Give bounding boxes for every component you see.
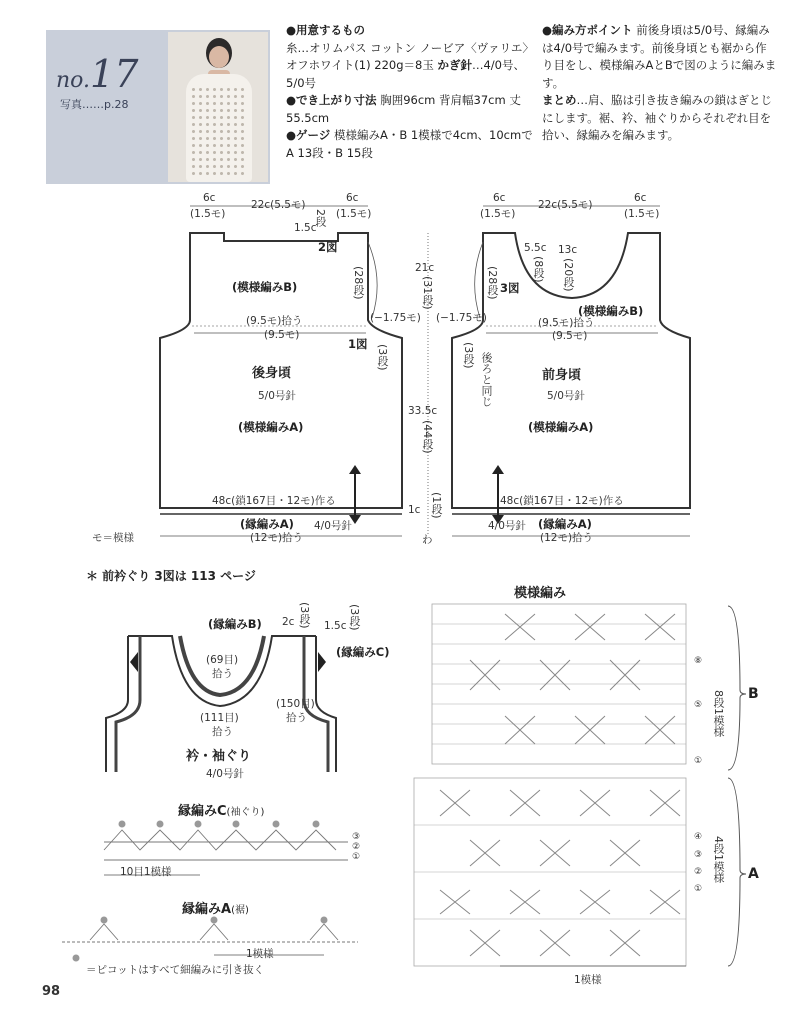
center-dec: (−1.75モ) (436, 312, 487, 324)
center-31dan: (31段) (421, 276, 434, 310)
pattern-a-row-4: ④ (694, 832, 703, 842)
back-pick-95: (9.5モ)拾う (246, 315, 303, 327)
collar-2c: 2c (282, 616, 295, 628)
back-22c: 22c(5.5モ) (251, 199, 306, 211)
pattern-a-label: 4段1模様 (712, 836, 725, 883)
collar-edge-c: (縁編みC) (336, 645, 390, 659)
edge-c-row-3: ③ (352, 832, 361, 842)
back-edge-a: (縁編みA) (240, 517, 294, 531)
collar-pick-150-b: 拾う (286, 712, 307, 724)
pattern-a-row-2: ② (694, 867, 703, 877)
pattern-repeat: 1模様 (574, 974, 602, 986)
gauge-title: ●ゲージ (286, 128, 331, 142)
back-pattern-b: (模様編みB) (232, 280, 298, 294)
back-15mo-right: (1.5モ) (336, 208, 372, 220)
yarn-text: 糸…オリムパス コットン ノービア〈ヴァリエ〉 オフホワイト(1) 220g＝8玉 (286, 40, 534, 72)
collar-pick-69: (69目) (206, 654, 239, 666)
back-edge-needle: 4/0号針 (314, 520, 352, 532)
size-title: ●でき上がり寸法 (286, 93, 377, 107)
edge-c-picots (119, 821, 320, 828)
gauge-text: 模様編みA・B 1模様で4cm、10cmでA 13段・B 15段 (286, 128, 533, 160)
front-neck-55: 5.5c (524, 242, 547, 254)
edge-c-title: 縁編みC(袖ぐり) (178, 804, 265, 819)
note-front-neck: ＊ 前衿ぐり 3図は 113 ページ (86, 569, 256, 583)
back-pick-12: (12モ)拾う (250, 532, 304, 544)
pattern-b-letter: B (748, 686, 759, 702)
edge-a-stitch-chart (62, 924, 358, 942)
center-335c: 33.5c (408, 405, 438, 417)
back-neck-15c: 1.5c (294, 222, 317, 234)
points-text: 前後身頃は5/0号、縁編みは4/0号で編みます。前後身頃とも裾から作り目をし、模様編みAとBで図のように編みます。 (542, 23, 777, 90)
pattern-a-row-1: ① (694, 884, 703, 894)
pattern-b-row-1: ① (694, 756, 703, 766)
legend-mo: モ＝模様 (92, 532, 134, 544)
collar-title: 衿・袖ぐり (186, 749, 252, 764)
back-width-95: (9.5モ) (264, 329, 300, 341)
collar-15c: 1.5c (324, 620, 347, 632)
collar-edge-b: (縁編みB) (208, 617, 262, 631)
front-armhole-28: (28段) (486, 266, 499, 300)
edge-c-row-2: ② (352, 842, 361, 852)
finish-title: まとめ (542, 93, 577, 107)
back-pattern-a: (模様編みA) (238, 420, 304, 434)
arrow-left (130, 652, 138, 672)
picot-note: ＝ピコットはすべて細編みに引き抜く (86, 964, 265, 976)
front-hem: 48c(鎖167目・12モ)作る (500, 495, 624, 507)
front-fig3: 3図 (500, 281, 520, 295)
back-6c-right: 6c (346, 192, 359, 204)
front-neck-8: (8段) (532, 256, 545, 283)
size-text: 胸囲96cm 背肩幅37cm 丈55.5cm (286, 93, 521, 125)
front-pick-95: (9.5モ)拾う (538, 317, 595, 329)
back-fig2: 2図 (318, 240, 338, 254)
collar-3dan-b: (3段) (348, 604, 361, 631)
hook-text: …4/0号、5/0号 (286, 58, 525, 90)
pattern-b-row-5: ⑤ (694, 700, 703, 710)
back-needle: 5/0号針 (258, 390, 296, 402)
front-width-95: (9.5モ) (552, 330, 588, 342)
edge-a-title: 縁編みA(裾) (182, 902, 249, 917)
points-title: ●編み方ポイント (542, 23, 633, 37)
front-body-name: 前身頃 (542, 368, 582, 383)
front-pick-12: (12モ)拾う (540, 532, 594, 544)
front-pattern-b: (模様編みB) (578, 304, 644, 318)
center-1c: 1c (408, 504, 421, 516)
item-number: no.17 (56, 52, 139, 96)
back-dec: (−1.75モ) (370, 312, 421, 324)
back-fig1: 1図 (348, 337, 368, 351)
center-wa: わ (422, 534, 433, 546)
arrow-right (318, 652, 326, 672)
front-pattern-a: (模様編みA) (528, 420, 594, 434)
pattern-a-letter: A (748, 866, 759, 882)
back-hem: 48c(鎖167目・12モ)作る (212, 495, 336, 507)
direction-arrows (349, 465, 504, 524)
dimension-lines (160, 206, 690, 536)
front-15mo-left: (1.5モ) (480, 208, 516, 220)
front-edge-needle: 4/0号針 (488, 520, 526, 532)
hook-label: かぎ針 (437, 58, 472, 72)
back-side-3: (3段) (376, 344, 389, 371)
back-neck-dan: 2段 (314, 209, 327, 227)
pattern-a-row-3: ③ (694, 850, 703, 860)
collar-pick-111: (111目) (200, 712, 239, 724)
front-needle: 5/0号針 (547, 390, 585, 402)
front-15mo-right: (1.5モ) (624, 208, 660, 220)
back-armhole-28: (28段) (352, 266, 365, 300)
back-15mo-left: (1.5モ) (190, 208, 226, 220)
collar-3dan-a: (3段) (298, 602, 311, 629)
edge-c-repeat: 10目1模様 (120, 866, 172, 878)
back-6c-left: 6c (203, 192, 216, 204)
materials-title: ●用意するもの (286, 23, 366, 37)
center-21c: 21c (415, 262, 435, 274)
front-22c: 22c(5.5モ) (538, 199, 593, 211)
pattern-b-label: 8段1模様 (712, 690, 725, 737)
front-same-back: 後ろと同じ (480, 352, 493, 407)
collar-pick-150: (150目) (276, 698, 315, 710)
front-neck-13: 13c (558, 244, 578, 256)
collar-pick-69-b: 拾う (212, 668, 233, 680)
front-neck-20: (20段) (562, 258, 575, 292)
edge-c-stitch-chart (104, 830, 348, 860)
edge-c-row-1: ① (352, 852, 361, 862)
pattern-b-row-8: ⑧ (694, 656, 703, 666)
back-body-name: 後身頃 (252, 366, 292, 381)
photo-reference: 写真……p.28 (60, 98, 129, 111)
front-6c-right: 6c (634, 192, 647, 204)
front-edge-a: (縁編みA) (538, 517, 592, 531)
edge-a-repeat: 1模様 (246, 948, 274, 960)
front-side-3: (3段) (462, 342, 475, 369)
finish-text: …肩、脇は引き抜き編みの鎖はぎとじにします。裾、衿、袖ぐりからそれぞれ目を拾い、縁編みを編みます。 (542, 93, 772, 142)
page-number: 98 (42, 984, 61, 999)
collar-pick-111-b: 拾う (212, 726, 233, 738)
center-1dan: (1段) (430, 492, 443, 519)
collar-needle: 4/0号針 (206, 768, 244, 780)
center-44dan: (44段) (421, 420, 434, 454)
pattern-chart-title: 模様編み (514, 586, 567, 601)
front-6c-left: 6c (493, 192, 506, 204)
